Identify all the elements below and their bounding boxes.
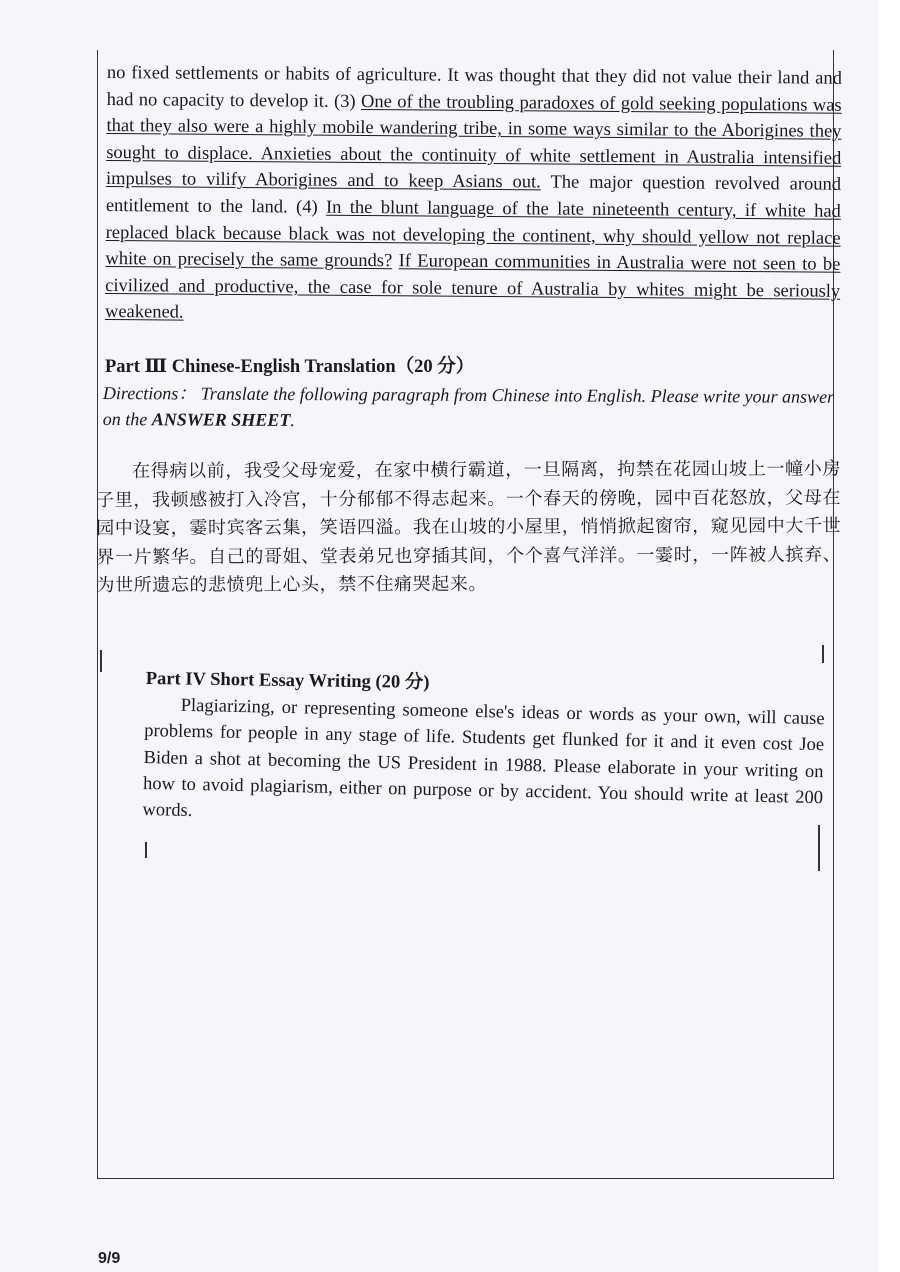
underlined-sentence-4: In the blunt language of the late nineteenth century, if white had replaced black because black was not developing the continent, why should yellow not replace white on precisely the same grounds?: [105, 197, 841, 272]
scan-mark: [822, 645, 824, 663]
page-edge: [878, 0, 900, 1272]
passage-text: The major question revolved around entitlement to the land. (4): [105, 172, 842, 218]
scan-mark: [100, 650, 102, 672]
page-number: 9/9: [98, 1250, 121, 1267]
directions-text: Translate the following paragraph from Chinese into English. Please write your answer on the: [102, 383, 835, 430]
directions-label: Directions：: [102, 382, 197, 404]
underlined-sentence-3: One of the troubling paradoxes of gold seeking populations was that they also were a highly mobile wandering tribe, in some ways similar to the Aborigines they sought to displace. Anxieties about the continuity of white settlement in Australia intensified impulses to vilify Aborigines and to keep Asians out.: [105, 91, 842, 193]
essay-prompt: Plagiarizing, or representing someone else's ideas or words as your own, will cause problems for people in any stage of life. Students get flunked for it and it even cost Joe Biden a shot at becoming the US President in 1988. Please elaborate in your writing on how to avoid plagiarism, either on purpose or by accident. You should write at least 200 words.: [142, 695, 825, 822]
part3-directions: [103, 380, 838, 436]
part4-heading: Part IV Short Essay Writing (20 分): [145, 668, 430, 693]
reading-passage: [105, 60, 842, 332]
directions-end: .: [290, 409, 295, 431]
scan-mark: [818, 825, 820, 871]
passage-text: no fixed settlements or habits of agriculture. It was thought that they did not value their land and had no capacity to develop it. (3): [106, 62, 842, 112]
answer-sheet-label: ANSWER SHEET: [151, 409, 291, 430]
chinese-paragraph: 在得病以前，我受父母宠爱，在家中横行霸道，一旦隔离，拘禁在花园山坡上一幢小房子里，我顿感被打入冷宫，十分郁郁不得志起来。一个春天的傍晚，园中百花怒放，父母在园中设宴，霎时宾客云集，笑语四溢。我在山坡的小屋里，悄悄掀起窗帘，窥见园中大千世界一片繁华。自己的哥姐、堂表弟兄也穿插其间，个个喜气洋洋。一霎时，一阵被人摈弃、为世所遗忘的悲愤兜上心头，禁不住痛哭起来。: [96, 458, 842, 596]
part3-heading: Part Ⅲ Chinese-English Translation（20 分）: [105, 357, 475, 377]
underlined-sentence-5: If European communities in Australia were not seen to be civilized and productive, the case for sole tenure of Australia by whites might be seriously weakened.: [104, 251, 841, 323]
scan-mark: [145, 842, 147, 858]
